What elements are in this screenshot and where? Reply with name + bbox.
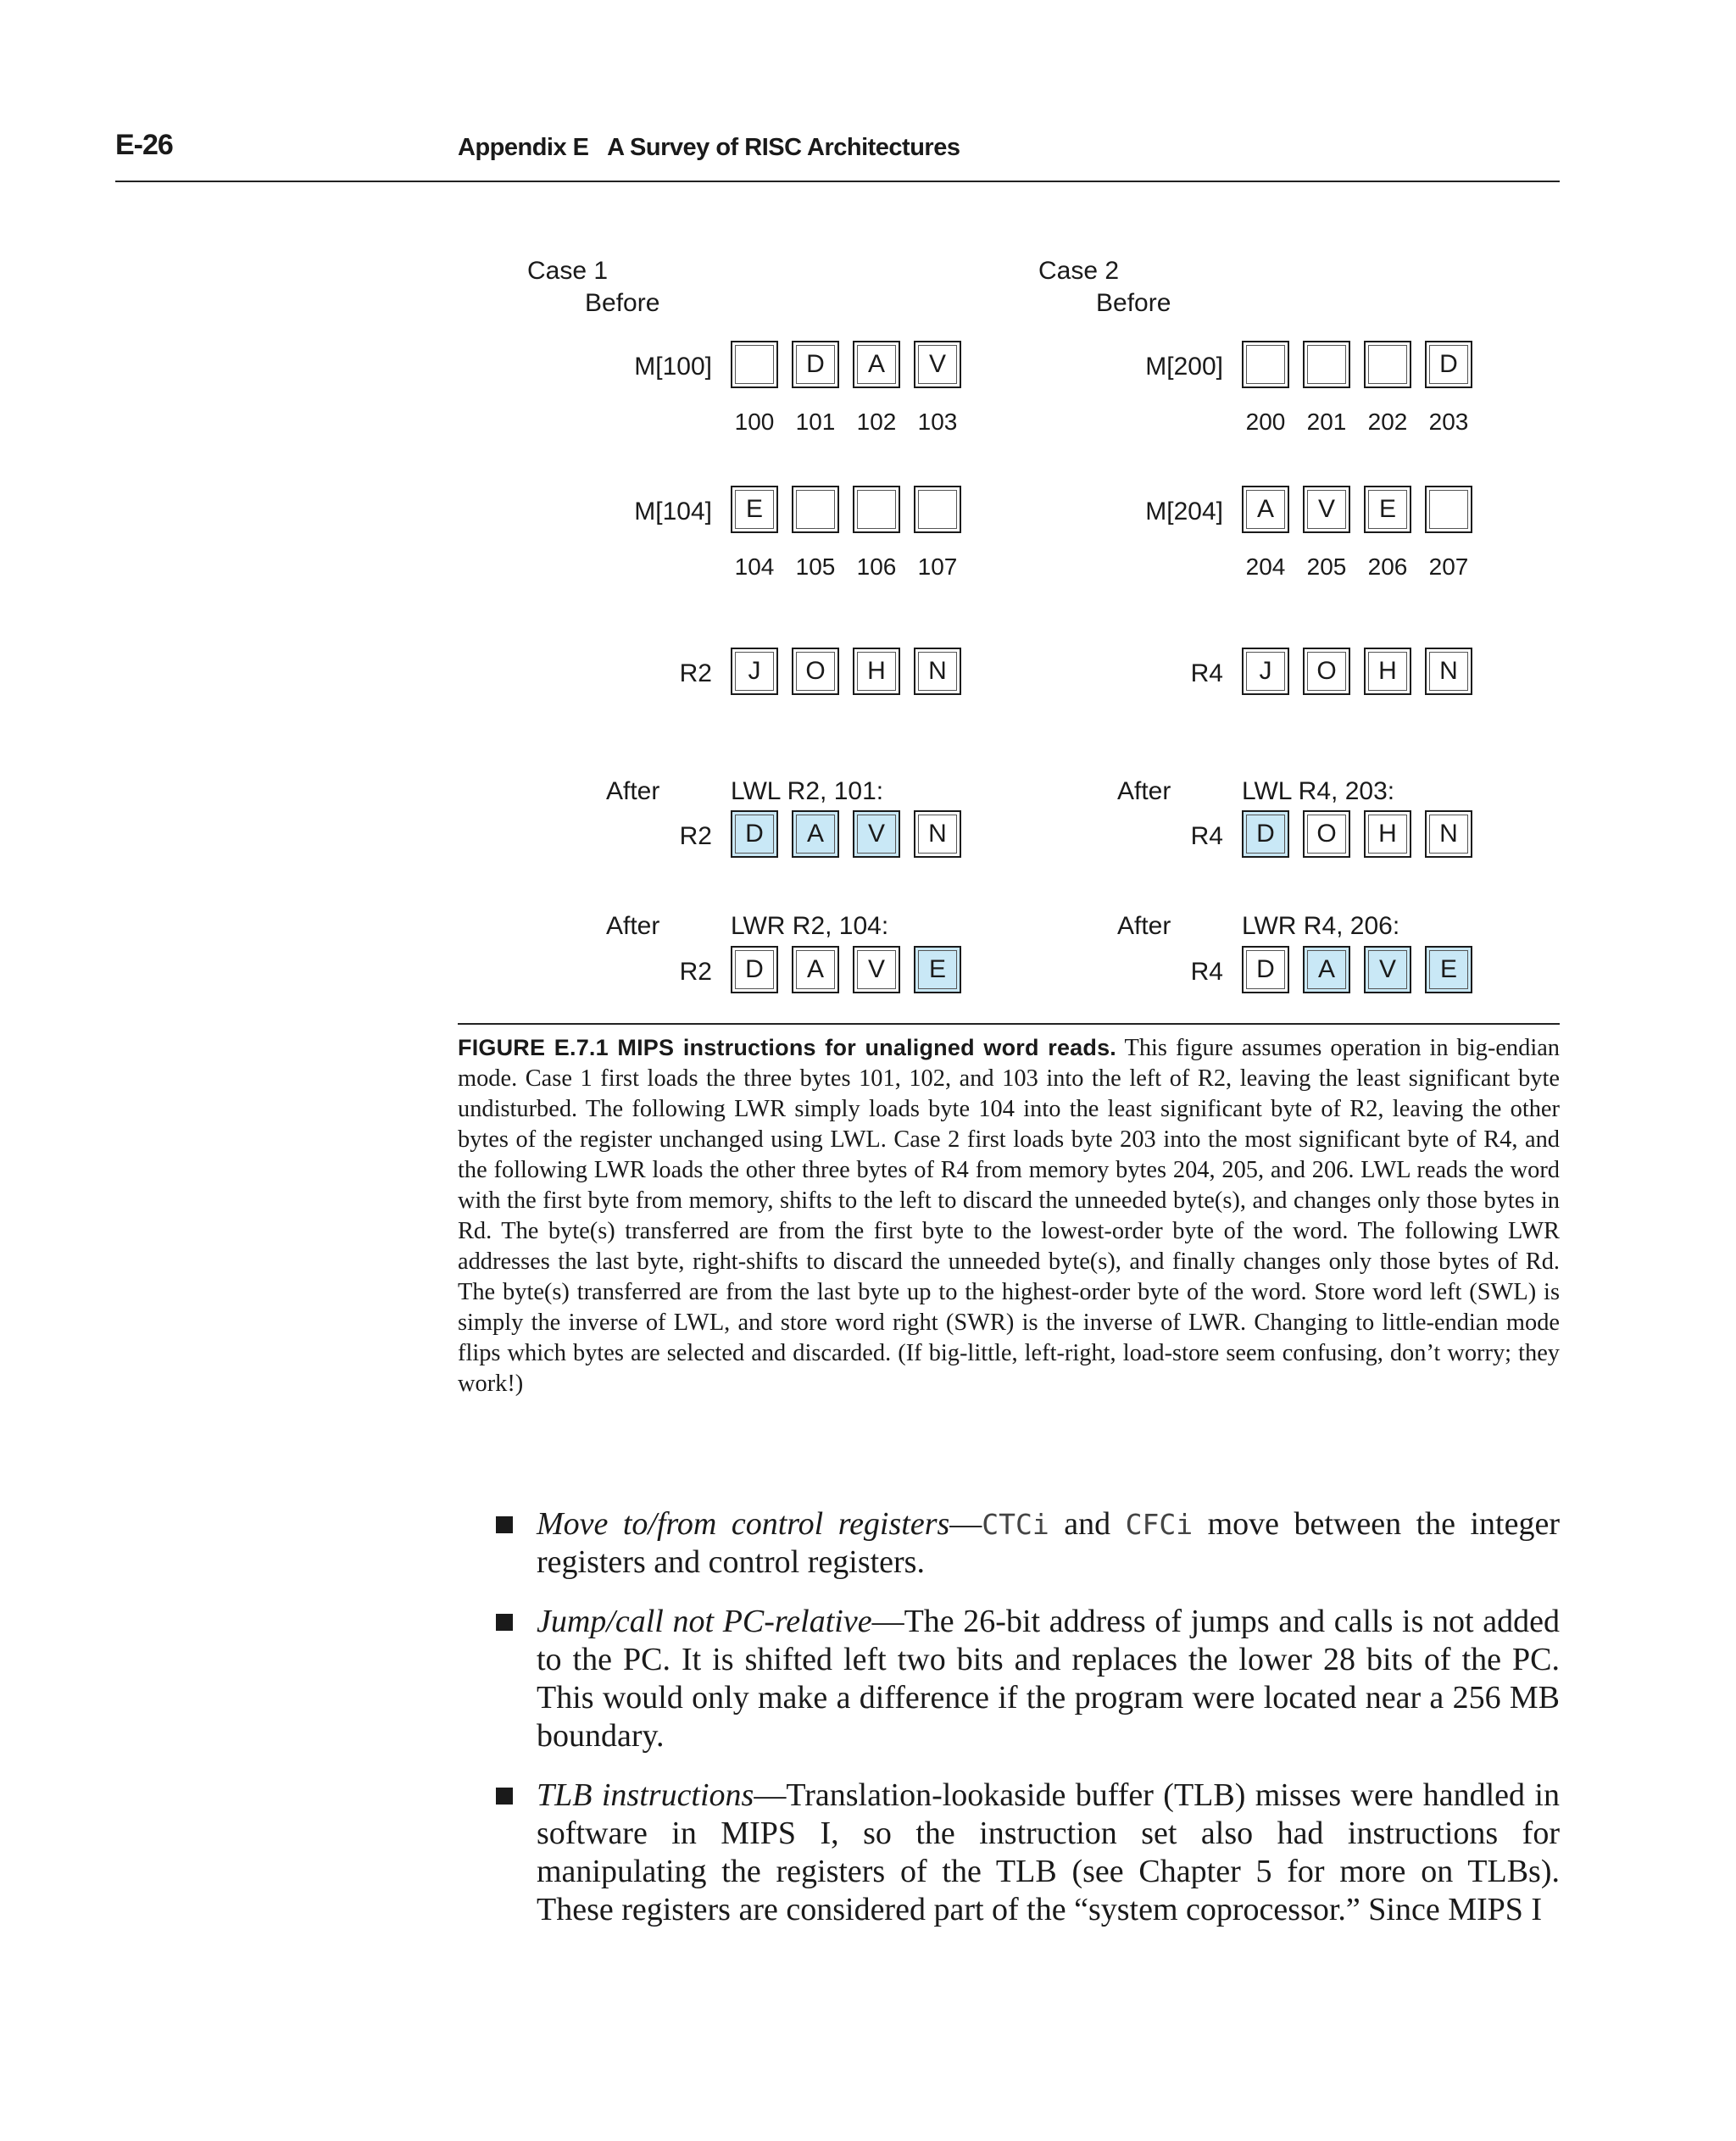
bullet-item bbox=[496, 1603, 1560, 1755]
case1-register-cells bbox=[731, 648, 961, 695]
case1-mem-b-label: M[104] bbox=[634, 498, 712, 526]
case1-title: Case 1 bbox=[527, 257, 609, 285]
byte-address: 102 bbox=[856, 409, 897, 435]
byte-address: 205 bbox=[1306, 553, 1347, 580]
register-byte-cell: N bbox=[1425, 810, 1472, 858]
memory-byte-cell: D bbox=[792, 341, 839, 388]
memory-byte-cell bbox=[792, 486, 839, 533]
byte-address: 107 bbox=[917, 553, 958, 580]
byte-address: 206 bbox=[1367, 553, 1408, 580]
case2-mem-a-addresses bbox=[1242, 409, 1472, 436]
memory-byte-cell bbox=[1425, 486, 1472, 533]
register-byte-cell: O bbox=[1303, 810, 1350, 858]
case1-after1-register-label: R2 bbox=[679, 822, 712, 850]
register-byte-cell: A bbox=[1303, 946, 1350, 993]
byte-address: 106 bbox=[856, 553, 897, 580]
byte-address: 202 bbox=[1367, 409, 1408, 435]
header-rule bbox=[115, 181, 1560, 182]
case2-mem-b-addresses bbox=[1242, 553, 1472, 581]
bullet-dash: — bbox=[871, 1604, 904, 1639]
bullet-item bbox=[496, 1505, 1560, 1582]
case1-after2-register-label: R2 bbox=[679, 958, 712, 986]
register-byte-cell: E bbox=[1425, 946, 1472, 993]
case1-after1-cells bbox=[731, 810, 961, 858]
case2-after1-cells bbox=[1242, 810, 1472, 858]
register-byte-cell: J bbox=[731, 648, 778, 695]
memory-byte-cell bbox=[1242, 341, 1289, 388]
byte-address: 207 bbox=[1428, 553, 1469, 580]
case1-after1-instruction: LWL R2, 101: bbox=[731, 777, 884, 805]
memory-byte-cell bbox=[853, 486, 900, 533]
case2-mem-b-cells bbox=[1242, 486, 1472, 533]
register-byte-cell: O bbox=[1303, 648, 1350, 695]
case1-after1-label: After bbox=[606, 777, 660, 805]
register-byte-cell: H bbox=[853, 648, 900, 695]
case2-after2-label: After bbox=[1117, 912, 1171, 940]
case1-after2-label: After bbox=[606, 912, 660, 940]
case1-mem-a-cells bbox=[731, 341, 961, 388]
case2-mem-a-cells bbox=[1242, 341, 1472, 388]
case2-register-cells bbox=[1242, 648, 1472, 695]
register-byte-cell: E bbox=[914, 946, 961, 993]
bullet-dash: — bbox=[949, 1506, 982, 1542]
byte-address: 104 bbox=[734, 553, 775, 580]
byte-address: 203 bbox=[1428, 409, 1469, 435]
register-byte-cell: O bbox=[792, 648, 839, 695]
case1-before-label: Before bbox=[585, 289, 660, 317]
bullet-term: Move to/from control registers bbox=[537, 1506, 950, 1542]
bullet-square-icon bbox=[496, 1614, 513, 1631]
register-byte-cell: D bbox=[731, 810, 778, 858]
byte-address: 200 bbox=[1245, 409, 1286, 435]
register-byte-cell: V bbox=[1364, 946, 1411, 993]
register-byte-cell: H bbox=[1364, 810, 1411, 858]
figure-caption bbox=[458, 1032, 1560, 1399]
case1-after2-instruction: LWR R2, 104: bbox=[731, 912, 889, 940]
register-byte-cell: N bbox=[914, 648, 961, 695]
byte-address: 105 bbox=[795, 553, 836, 580]
register-byte-cell: H bbox=[1364, 648, 1411, 695]
register-byte-cell: D bbox=[1242, 946, 1289, 993]
memory-byte-cell bbox=[1303, 341, 1350, 388]
byte-address: 100 bbox=[734, 409, 775, 435]
case1-mem-b-addresses bbox=[731, 553, 961, 581]
memory-byte-cell: A bbox=[1242, 486, 1289, 533]
case1-mem-a-addresses bbox=[731, 409, 961, 436]
memory-byte-cell: V bbox=[914, 341, 961, 388]
memory-byte-cell: V bbox=[1303, 486, 1350, 533]
register-byte-cell: N bbox=[1425, 648, 1472, 695]
byte-address: 103 bbox=[917, 409, 958, 435]
memory-byte-cell bbox=[914, 486, 961, 533]
case1-register-label: R2 bbox=[679, 659, 712, 687]
register-byte-cell: A bbox=[792, 946, 839, 993]
case2-register-label: R4 bbox=[1190, 659, 1223, 687]
case2-after2-instruction: LWR R4, 206: bbox=[1242, 912, 1400, 940]
bullet-text: and bbox=[1049, 1506, 1126, 1542]
bullet-term: Jump/call not PC-relative bbox=[537, 1604, 872, 1639]
inline-code: CFCi bbox=[1125, 1508, 1194, 1541]
case2-title: Case 2 bbox=[1038, 257, 1120, 285]
byte-address: 101 bbox=[795, 409, 836, 435]
memory-byte-cell bbox=[1364, 341, 1411, 388]
case2-mem-a-label: M[200] bbox=[1145, 353, 1223, 381]
bullet-text: move between the integer registers and control registers. bbox=[537, 1506, 1560, 1580]
register-byte-cell: V bbox=[853, 946, 900, 993]
case1-mem-b-cells bbox=[731, 486, 961, 533]
running-head: Appendix E A Survey of RISC Architectures bbox=[458, 134, 960, 161]
register-byte-cell: D bbox=[731, 946, 778, 993]
case2-after1-instruction: LWL R4, 203: bbox=[1242, 777, 1395, 805]
bullet-item bbox=[496, 1777, 1560, 1929]
register-byte-cell: A bbox=[792, 810, 839, 858]
page-number: E-26 bbox=[115, 129, 173, 161]
case1-mem-a-label: M[100] bbox=[634, 353, 712, 381]
bullet-list bbox=[496, 1505, 1560, 1950]
case2-after1-register-label: R4 bbox=[1190, 822, 1223, 850]
case1-after2-cells bbox=[731, 946, 961, 993]
inline-code: CTCi bbox=[982, 1508, 1049, 1541]
memory-byte-cell: E bbox=[731, 486, 778, 533]
register-byte-cell: J bbox=[1242, 648, 1289, 695]
figure-rule bbox=[458, 1023, 1560, 1025]
memory-byte-cell: A bbox=[853, 341, 900, 388]
register-byte-cell: D bbox=[1242, 810, 1289, 858]
bullet-text: Translation-lookaside buffer (TLB) misses were handled in software in MIPS I, so the instruction set also had instructions for manipulating the registers of the TLB (see Chapter 5 for more on TLBs). These registers are considered part of the “system coprocessor.” Since MIPS I bbox=[537, 1777, 1560, 1927]
case2-after2-cells bbox=[1242, 946, 1472, 993]
register-byte-cell: V bbox=[853, 810, 900, 858]
case2-mem-b-label: M[204] bbox=[1145, 498, 1223, 526]
bullet-text: The 26-bit address of jumps and calls is not added to the PC. It is shifted left two bits and replaces the lower 28 bits of the PC. This would only make a difference if the program were located near a 256 MB boundary. bbox=[537, 1604, 1560, 1754]
bullet-square-icon bbox=[496, 1516, 513, 1533]
byte-address: 201 bbox=[1306, 409, 1347, 435]
bullet-dash: — bbox=[754, 1777, 787, 1813]
byte-address: 204 bbox=[1245, 553, 1286, 580]
memory-byte-cell: D bbox=[1425, 341, 1472, 388]
bullet-square-icon bbox=[496, 1788, 513, 1805]
figure-caption-text: This figure assumes operation in big-endian mode. Case 1 first loads the three bytes 101, 102, and 103 into the left of R2, leaving the least significant byte undisturbed. The following LWR simply loads byte 104 into the least significant byte of R2, leaving the other bytes of the register unchanged using LWL. Case 2 first loads byte 203 into the most significant byte of R4, and the following LWR loads the other three bytes of R4 from memory bytes 204, 205, and 206. LWL reads the word with the first byte from memory, shifts to the left to discard the unneeded byte(s), and changes only those bytes in Rd. The byte(s) transferred are from the first byte to the lowest-order byte of the word. The following LWR addresses the last byte, right-shifts to discard the unneeded byte(s), and finally changes only those bytes of Rd. The byte(s) transferred are from the last byte up to the highest-order byte of the word. Store word left (SWL) is simply the inverse of LWL, and store word right (SWR) is the inverse of LWR. Changing to little-endian mode flips which bytes are selected and discarded. (If big-little, left-right, load-store seem confusing, don’t worry; they work!) bbox=[458, 1035, 1561, 1397]
memory-byte-cell: E bbox=[1364, 486, 1411, 533]
case2-after1-label: After bbox=[1117, 777, 1171, 805]
case2-after2-register-label: R4 bbox=[1190, 958, 1223, 986]
bullet-term: TLB instructions bbox=[537, 1777, 754, 1813]
register-byte-cell: N bbox=[914, 810, 961, 858]
memory-byte-cell bbox=[731, 341, 778, 388]
figure-caption-title: FIGURE E.7.1 MIPS instructions for unaligned word reads. bbox=[458, 1035, 1117, 1060]
case2-before-label: Before bbox=[1096, 289, 1171, 317]
